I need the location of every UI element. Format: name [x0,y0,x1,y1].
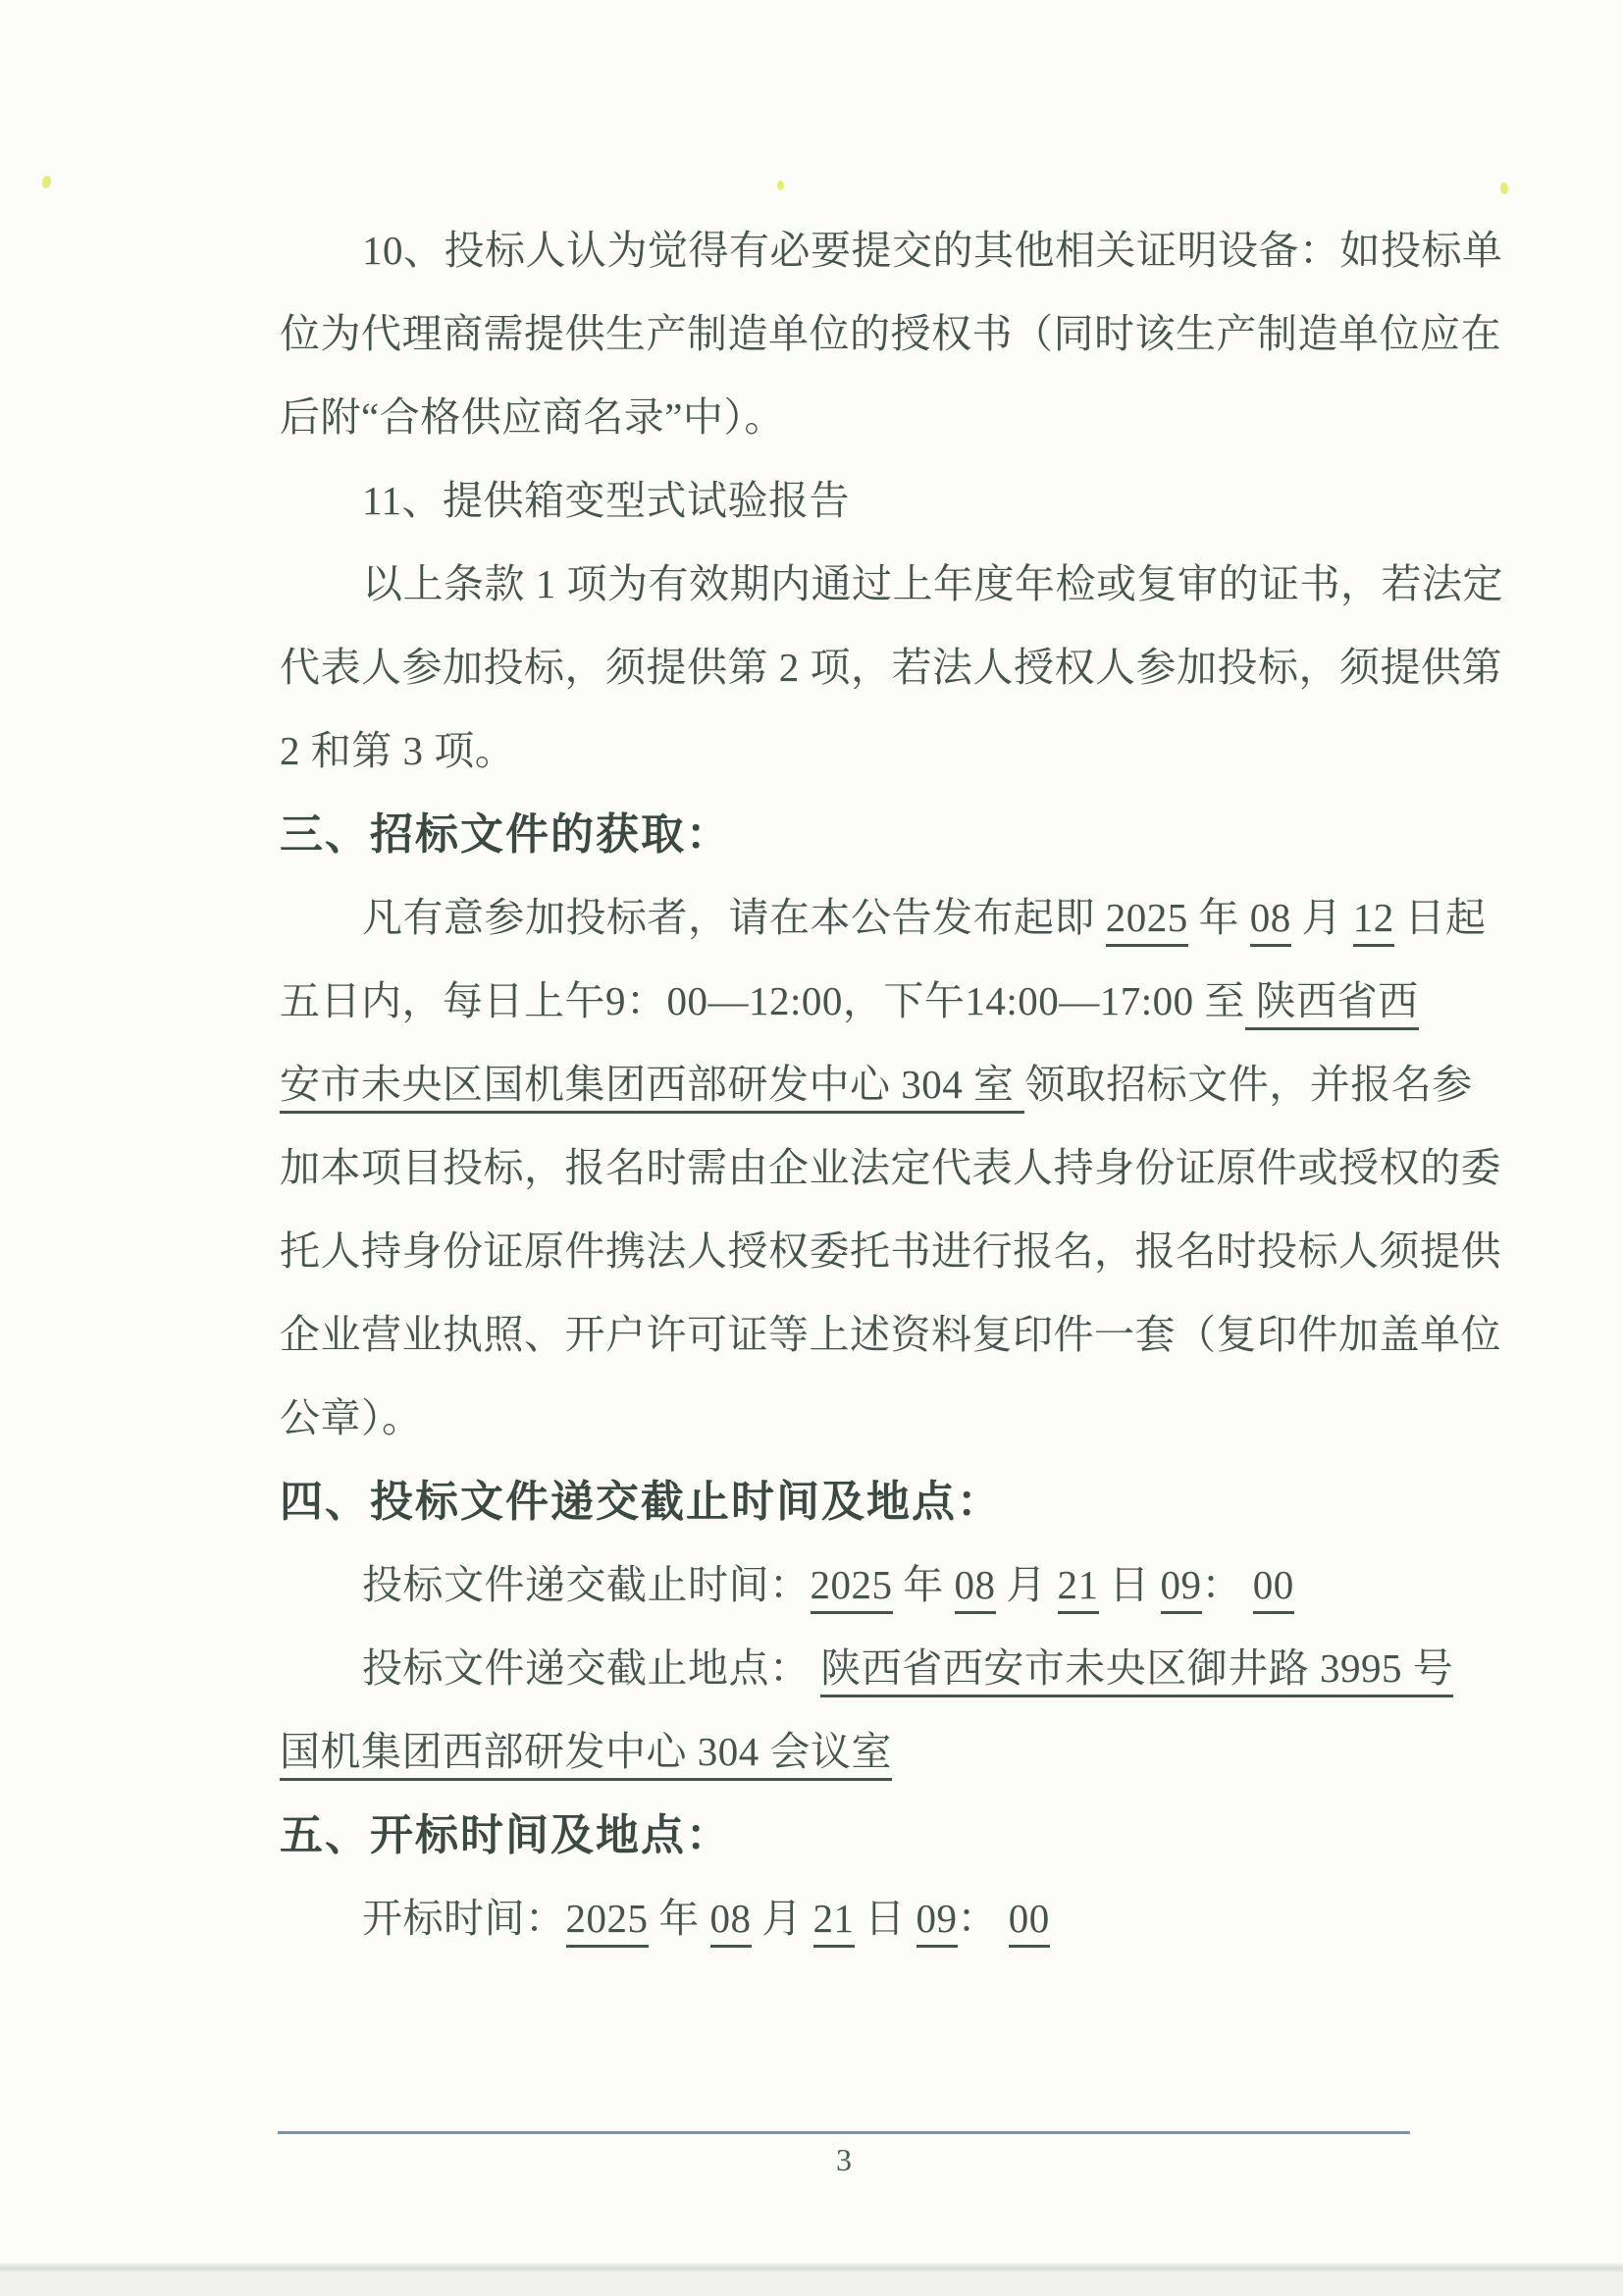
section-3-line-4 [280,1126,1501,1210]
section-3-line-7 [280,1377,1420,1460]
underlined-text: 国机集团西部研发中心 304 会议室 [280,1729,892,1781]
text-run: 加本项目投标，报名时需由企业法定代表人持身份证原件或授权的委 [280,1145,1501,1190]
scan-speck-icon [1499,182,1509,194]
text-run: 2 和第 3 项。 [280,728,516,773]
note-line-1 [280,543,1503,626]
text-run: 投标文件递交截止地点： [362,1645,821,1691]
section-3-line-5 [280,1210,1501,1293]
text-run: 月 [1290,895,1353,940]
underlined-text: 2025 [566,1896,649,1948]
underlined-text: 08 [710,1896,752,1948]
text-run: 投标文件递交截止时间： [362,1562,811,1607]
text-run: 凡有意参加投标者，请在本公告发布起即 [362,895,1106,940]
text-run: 日 [1098,1562,1161,1607]
item-10-line-3 [280,376,1420,459]
underlined-text: 2025 [811,1562,893,1614]
note-line-2 [280,626,1502,709]
underlined-text: 21 [813,1896,855,1948]
underlined-text: 00 [1009,1896,1050,1948]
text-run: 五日内，每日上午9：00—12:00，下午14:00—17:00 至 [280,978,1245,1023]
footer-divider [278,2131,1410,2134]
scan-edge-fade [0,2272,1623,2296]
text-run: 托人持身份证原件携法人授权委托书进行报名，报名时投标人须提供 [280,1228,1501,1274]
note-line-3 [280,709,1420,793]
section-4-line-3 [280,1710,1420,1794]
scan-speck-icon [41,175,53,189]
text-run: 月 [751,1896,813,1941]
underlined-text: 00 [1253,1562,1294,1614]
underlined-text: 21 [1058,1562,1099,1614]
item-10-line-1 [280,209,1503,292]
underlined-text: 09 [1161,1562,1202,1614]
document-body [280,209,1503,1960]
underlined-text: 陕西省西 [1245,978,1419,1030]
page-number: 3 [836,2142,852,2177]
underlined-text: 安市未央区国机集团西部研发中心 304 室 [280,1062,1024,1114]
underlined-text: 08 [955,1562,996,1614]
section-4-line-1 [280,1543,1420,1627]
underlined-text: 12 [1353,895,1394,947]
section-3-line-6 [280,1293,1501,1377]
text-run: 三、招标文件的获取： [280,810,731,859]
text-run: ： [957,1896,1009,1941]
item-11-line-1 [280,459,1420,543]
section-3-line-2 [280,960,1420,1043]
text-run: 年 [1187,895,1250,940]
text-run: 四、投标文件递交截止时间及地点： [280,1478,1002,1526]
section-5-line-1 [280,1877,1420,1960]
text-run: 代表人参加投标，须提供第 2 项，若法人授权人参加投标，须提供第 [280,645,1502,690]
text-run: 11、提供箱变型式试验报告 [362,478,850,523]
text-run: 日起 [1393,895,1487,940]
section-5-heading [280,1794,1420,1877]
section-3-line-1 [280,876,1487,960]
text-run: 10、投标人认为觉得有必要提交的其他相关证明设备：如投标单 [362,228,1503,273]
text-run: 领取招标文件，并报名参 [1024,1062,1473,1107]
text-run: 后附“合格供应商名录”中）。 [280,394,785,440]
scan-edge-shadow [0,2263,1623,2272]
text-run: 开标时间： [362,1896,566,1941]
text-run: 年 [892,1562,955,1607]
section-4-heading [280,1460,1420,1543]
section-4-line-2 [280,1627,1454,1710]
text-run: 日 [854,1896,916,1941]
text-run: 位为代理商需提供生产制造单位的授权书（同时该生产制造单位应在 [280,311,1501,356]
underlined-text: 2025 [1106,895,1188,947]
section-3-line-3 [280,1043,1473,1126]
underlined-text: 08 [1250,895,1291,947]
scan-speck-icon [777,181,784,190]
underlined-text: 09 [916,1896,958,1948]
text-run: 以上条款 1 项为有效期内通过上年度年检或复审的证书，若法定 [362,561,1503,606]
text-run: 公章）。 [280,1395,423,1440]
item-10-line-2 [280,292,1501,376]
text-run: ： [1201,1562,1253,1607]
text-run: 年 [648,1896,710,1941]
text-run: 五、开标时间及地点： [280,1811,731,1859]
text-run: 月 [995,1562,1058,1607]
underlined-text: 陕西省西安市未央区御井路 3995 号 [820,1645,1453,1697]
text-run: 企业营业执照、开户许可证等上述资料复印件一套（复印件加盖单位 [280,1312,1501,1357]
section-3-heading [280,793,1420,876]
